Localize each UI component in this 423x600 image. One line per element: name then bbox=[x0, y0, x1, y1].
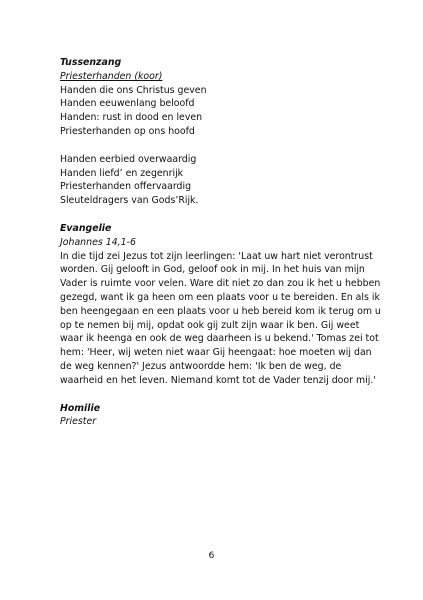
homilie-section bbox=[60, 402, 385, 430]
gospel-line: waarheid en het leven. Niemand komt tot de Vader tenzij door mij.' bbox=[60, 374, 376, 386]
scripture-reference: Johannes 14,1-6 bbox=[60, 236, 136, 248]
song-line: Handen die ons Christus geven bbox=[60, 84, 207, 96]
song-line: Handen eerbied overwaardig bbox=[60, 153, 197, 165]
gospel-line: In die tijd zei Jezus tot zijn leerlingen: 'Laat uw hart niet verontrust bbox=[60, 250, 373, 262]
section-title-evangelie: Evangelie bbox=[60, 222, 112, 234]
section-spacer bbox=[60, 388, 385, 402]
song-stanza-2 bbox=[60, 153, 385, 208]
song-line: Priesterhanden op ons hoofd bbox=[60, 125, 195, 137]
gospel-line: de weg kennen?' Jezus antwoordde hem: 'Ik ben de weg, de bbox=[60, 360, 342, 372]
gospel-line: gezegd, want ik ga heen om een plaats voor u te bereiden. En als ik bbox=[60, 291, 380, 303]
section-title-homilie: Homilie bbox=[60, 402, 101, 414]
song-title: Priesterhanden (koor) bbox=[60, 70, 163, 82]
song-line: Handen: rust in dood en leven bbox=[60, 112, 203, 124]
evangelie-section bbox=[60, 222, 385, 388]
page-content bbox=[60, 56, 385, 429]
section-spacer bbox=[60, 208, 385, 222]
song-line: Handen liefd’ en zegenrijk bbox=[60, 167, 184, 179]
gospel-line: Vader is ruimte voor velen. Ware dit niet zo dan zou ik het u hebben bbox=[60, 278, 381, 290]
song-line: Priesterhanden offervaardig bbox=[60, 181, 192, 193]
gospel-line: op te nemen bij mij, opdat ook gij zult zijn waar ik ben. Gij weet bbox=[60, 319, 360, 331]
gospel-line: waar ik heenga en ook de weg daarheen is u bekend.' Tomas zei tot bbox=[60, 333, 379, 345]
stanza-spacer bbox=[60, 139, 385, 153]
section-title-tussenzang: Tussenzang bbox=[60, 57, 122, 68]
homilie-speaker: Priester bbox=[60, 416, 97, 428]
gospel-line: ben heengegaan en een plaats voor u heb bereid kom ik terug om u bbox=[60, 305, 381, 317]
song-stanza-1 bbox=[60, 84, 385, 139]
gospel-line: hem: 'Heer, wij weten niet waar Gij heengaat: hoe moeten wij dan bbox=[60, 347, 372, 359]
tussenzang-section bbox=[60, 56, 385, 208]
song-line: Sleuteldragers van Gods’Rijk. bbox=[60, 195, 199, 207]
gospel-text bbox=[60, 250, 385, 388]
page-number: 6 bbox=[208, 551, 215, 561]
song-line: Handen eeuwenlang beloofd bbox=[60, 98, 195, 110]
gospel-line: worden. Gij gelooft in God, geloof ook in mij. In het huis van mijn bbox=[60, 264, 365, 276]
